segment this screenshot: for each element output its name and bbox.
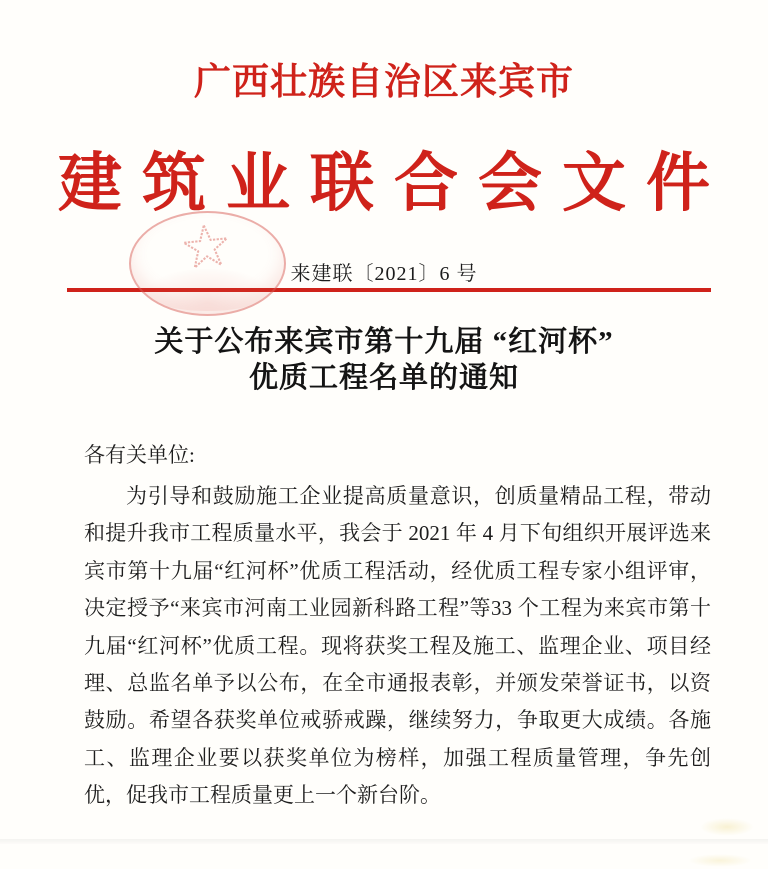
official-seal	[129, 211, 286, 316]
scan-artifact-smudge	[700, 818, 754, 836]
scan-artifact-line	[0, 839, 768, 844]
document-title-line1: 关于公布来宾市第十九届 “红河杯”	[154, 326, 614, 358]
org-title: 建筑业联合会文件	[58, 148, 730, 219]
document-title-line2: 优质工程名单的通知	[248, 362, 519, 394]
scan-artifact-smudge	[688, 854, 752, 867]
document-number: 来建联〔2021〕6 号	[290, 263, 478, 285]
document-title	[0, 324, 768, 396]
salutation: 各有关单位:	[84, 443, 195, 467]
org-title-row	[0, 148, 768, 220]
org-region-name: 广西壮族自治区来宾市	[194, 62, 574, 103]
body-paragraph: 为引导和鼓励施工企业提高质量意识，创质量精品工程，带动和提升我市工程质量水平，我会于 2021 年 4 月下旬组织开展评选来宾市第十九届“红河杯”优质工程活动，经优质工程专家小组评审，决定授予“来宾市河南工业园新科路工程”等33 个工程为来宾市第十九届“红河杯”优质工程。现将获奖工程及施工、监理企业、项目经理、总监名单予以公布，在全市通报表彰，并颁发荣誉证书，以资鼓励。希望各获奖单位戒骄戒躁，继续努力，争取更大成绩。各施工、监理企业要以获奖单位为榜样，加强工程质量管理，争先创优，促我市工程质量更上一个新台阶。	[84, 484, 711, 808]
star-icon	[181, 222, 231, 272]
